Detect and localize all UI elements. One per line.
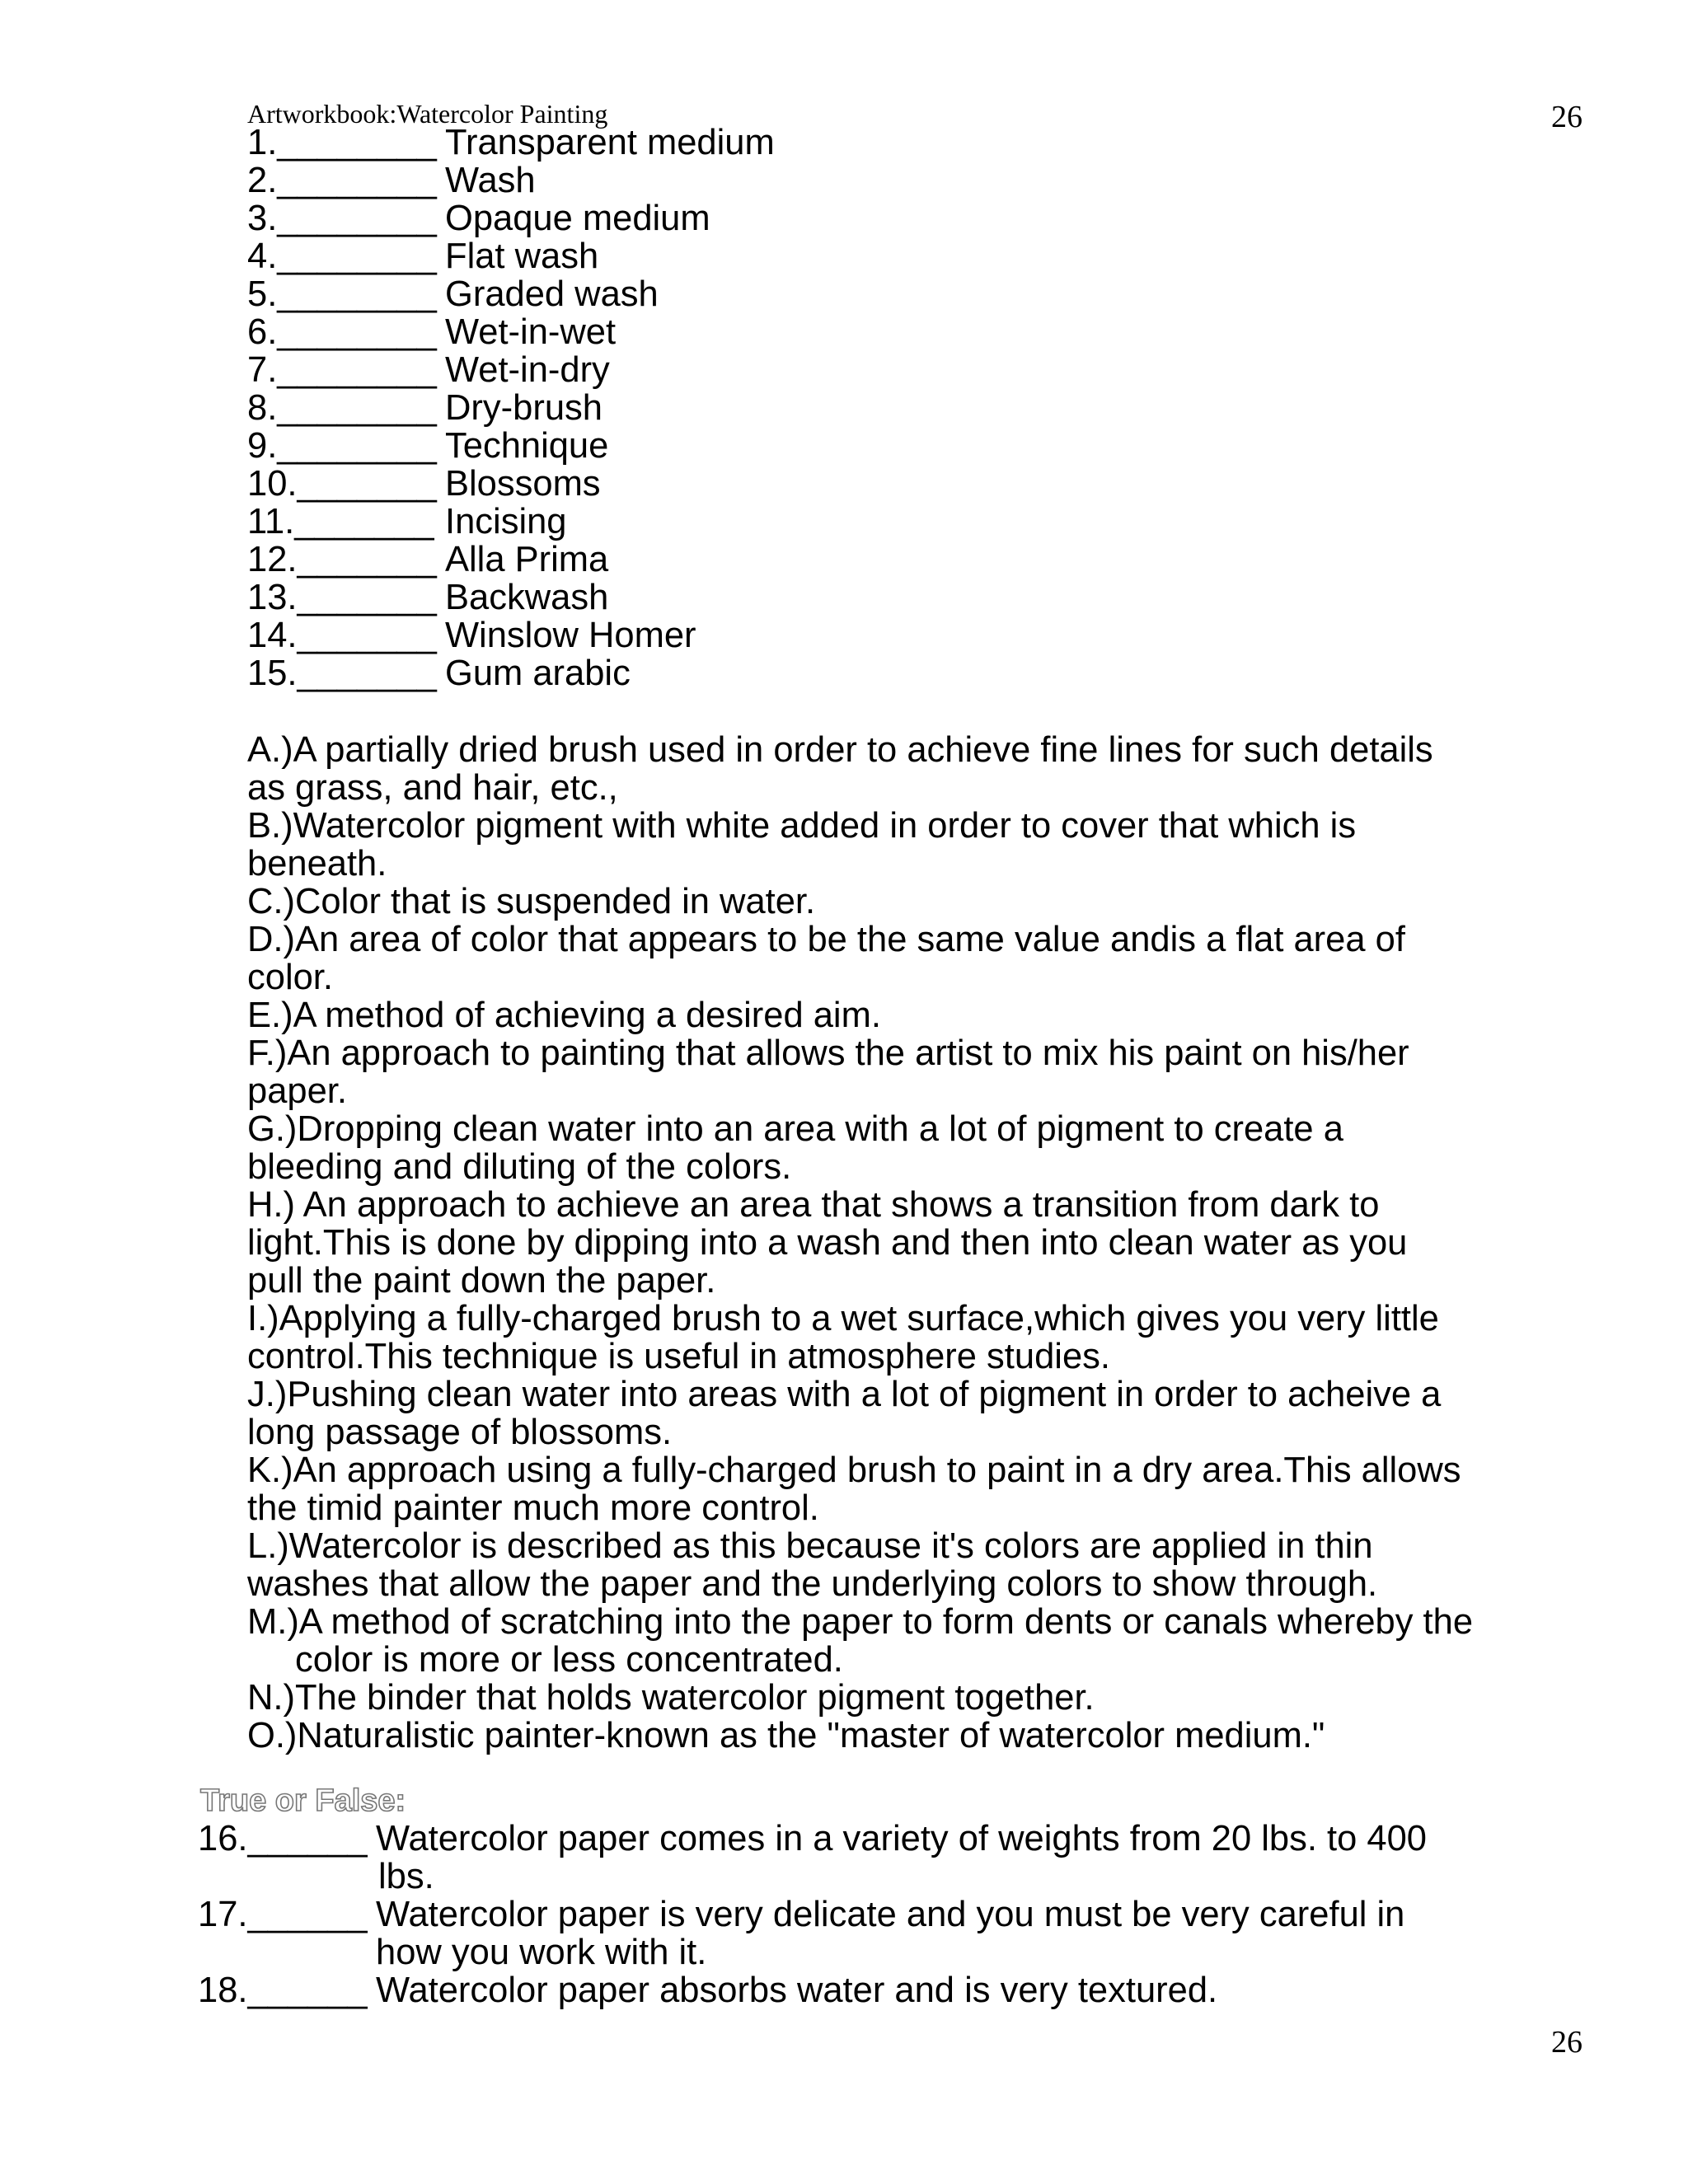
matching-term: Blossoms xyxy=(445,464,601,504)
true-false-statement xyxy=(376,1896,1404,1971)
definition-line: long passage of blossoms. xyxy=(247,1413,673,1452)
true-false-item xyxy=(198,1896,1427,1971)
true-false-list xyxy=(198,1820,1427,2009)
statement-line: Watercolor paper comes in a variety of weights from 20 lbs. to 400 xyxy=(376,1819,1427,1858)
true-false-heading: True or False: xyxy=(200,1783,406,1818)
statement-line: Watercolor paper is very delicate and you must be very careful in xyxy=(376,1895,1405,1934)
matching-term: Backwash xyxy=(445,578,609,617)
matching-item xyxy=(247,237,775,275)
matching-blank: 10._______ xyxy=(247,464,437,504)
definition-line: G.)Dropping clean water into an area with a lot of pigment to create a xyxy=(247,1109,1343,1149)
true-false-blank: 17.______ xyxy=(198,1895,368,1934)
definition-line: A.)A partially dried brush used in order to achieve fine lines for such details xyxy=(247,730,1433,770)
definition-line: C.)Color that is suspended in water. xyxy=(247,882,816,921)
definition-line: K.)An approach using a fully-charged brush to paint in a dry area.This allows xyxy=(247,1451,1461,1490)
matching-blank: 13._______ xyxy=(247,578,437,617)
matching-blank: 7.________ xyxy=(247,350,437,390)
matching-blank: 12._______ xyxy=(247,540,437,579)
statement-line: lbs. xyxy=(378,1857,434,1896)
matching-item xyxy=(247,579,775,616)
matching-term: Wet-in-dry xyxy=(445,350,610,390)
definition-line: color. xyxy=(247,958,333,997)
definition-line: paper. xyxy=(247,1071,347,1111)
matching-item xyxy=(247,503,775,541)
matching-item xyxy=(247,389,775,427)
statement-line: how you work with it. xyxy=(376,1933,707,1972)
definition-line: I.)Applying a fully-charged brush to a wet surface,which gives you very little xyxy=(247,1299,1439,1338)
statement-line: Watercolor paper absorbs water and is very textured. xyxy=(376,1971,1218,2010)
matching-blank: 1.________ xyxy=(247,123,437,162)
matching-term: Wet-in-wet xyxy=(445,312,617,352)
definition-line: J.)Pushing clean water into areas with a lot of pigment in order to acheive a xyxy=(247,1375,1442,1414)
definition-line: control.This technique is useful in atmosphere studies. xyxy=(247,1337,1110,1376)
matching-blank: 15._______ xyxy=(247,654,437,693)
definition-line: M.)A method of scratching into the paper to form dents or canals whereby the xyxy=(247,1602,1474,1642)
definition-line: bleeding and diluting of the colors. xyxy=(247,1147,792,1187)
definition-line: B.)Watercolor pigment with white added in order to cover that which is xyxy=(247,806,1357,846)
true-false-statement xyxy=(376,1820,1427,1896)
matching-term: Technique xyxy=(445,426,609,466)
definition-line: washes that allow the paper and the underlying colors to show through. xyxy=(247,1564,1378,1604)
matching-term: Dry-brush xyxy=(445,388,603,428)
matching-item xyxy=(247,351,775,389)
matching-blank: 4.________ xyxy=(247,237,437,276)
definition-line: E.)A method of achieving a desired aim. xyxy=(247,996,881,1035)
definition-line: H.) An approach to achieve an area that shows a transition from dark to xyxy=(247,1185,1380,1225)
matching-term: Graded wash xyxy=(445,274,659,314)
matching-terms-list xyxy=(247,124,775,692)
matching-blank: 8.________ xyxy=(247,388,437,428)
matching-item xyxy=(247,199,775,237)
definition-line: pull the paint down the paper. xyxy=(247,1261,716,1301)
definition-line: F.)An approach to painting that allows the artist to mix his paint on his/her xyxy=(247,1033,1409,1073)
matching-blank: 2.________ xyxy=(247,161,437,200)
matching-term: Flat wash xyxy=(445,237,599,276)
running-header-title: Artworkbook:Watercolor Painting xyxy=(247,99,608,129)
matching-term: Opaque medium xyxy=(445,199,710,238)
matching-blank: 6.________ xyxy=(247,312,437,352)
matching-item xyxy=(247,427,775,465)
true-false-statement xyxy=(376,1971,1217,2009)
matching-term: Winslow Homer xyxy=(445,616,696,655)
true-false-item xyxy=(198,1971,1427,2009)
matching-blank: 14._______ xyxy=(247,616,437,655)
definition-line: light.This is done by dipping into a wash and then into clean water as you xyxy=(247,1223,1408,1263)
definition-line: color is more or less concentrated. xyxy=(295,1640,843,1680)
true-false-blank: 16.______ xyxy=(198,1819,368,1858)
matching-item xyxy=(247,654,775,692)
matching-item xyxy=(247,124,775,162)
matching-term: Wash xyxy=(445,161,536,200)
matching-term: Gum arabic xyxy=(445,654,631,693)
matching-blank: 3.________ xyxy=(247,199,437,238)
definition-line: beneath. xyxy=(247,844,387,883)
definition-line: as grass, and hair, etc., xyxy=(247,768,618,808)
definition-line: O.)Naturalistic painter-known as the "master of watercolor medium." xyxy=(247,1716,1325,1755)
page-number-bottom: 26 xyxy=(1551,2025,1582,2060)
matching-item xyxy=(247,465,775,503)
matching-item xyxy=(247,616,775,654)
matching-item xyxy=(247,162,775,199)
matching-blank: 11._______ xyxy=(247,502,434,541)
definition-line: D.)An area of color that appears to be the same value andis a flat area of xyxy=(247,920,1405,959)
definition-line: L.)Watercolor is described as this because it's colors are applied in thin xyxy=(247,1526,1373,1566)
matching-blank: 5.________ xyxy=(247,274,437,314)
matching-item xyxy=(247,275,775,313)
true-false-blank: 18.______ xyxy=(198,1971,368,2010)
definitions-list xyxy=(247,731,1566,1755)
definition-line: the timid painter much more control. xyxy=(247,1488,819,1528)
matching-blank: 9.________ xyxy=(247,426,437,466)
true-false-item xyxy=(198,1820,1427,1896)
matching-term: Alla Prima xyxy=(445,540,609,579)
matching-term: Incising xyxy=(445,502,567,541)
matching-item xyxy=(247,541,775,579)
matching-item xyxy=(247,313,775,351)
page-number-top: 26 xyxy=(1551,100,1582,134)
definition-line: N.)The binder that holds watercolor pigment together. xyxy=(247,1678,1095,1718)
matching-term: Transparent medium xyxy=(445,123,775,162)
